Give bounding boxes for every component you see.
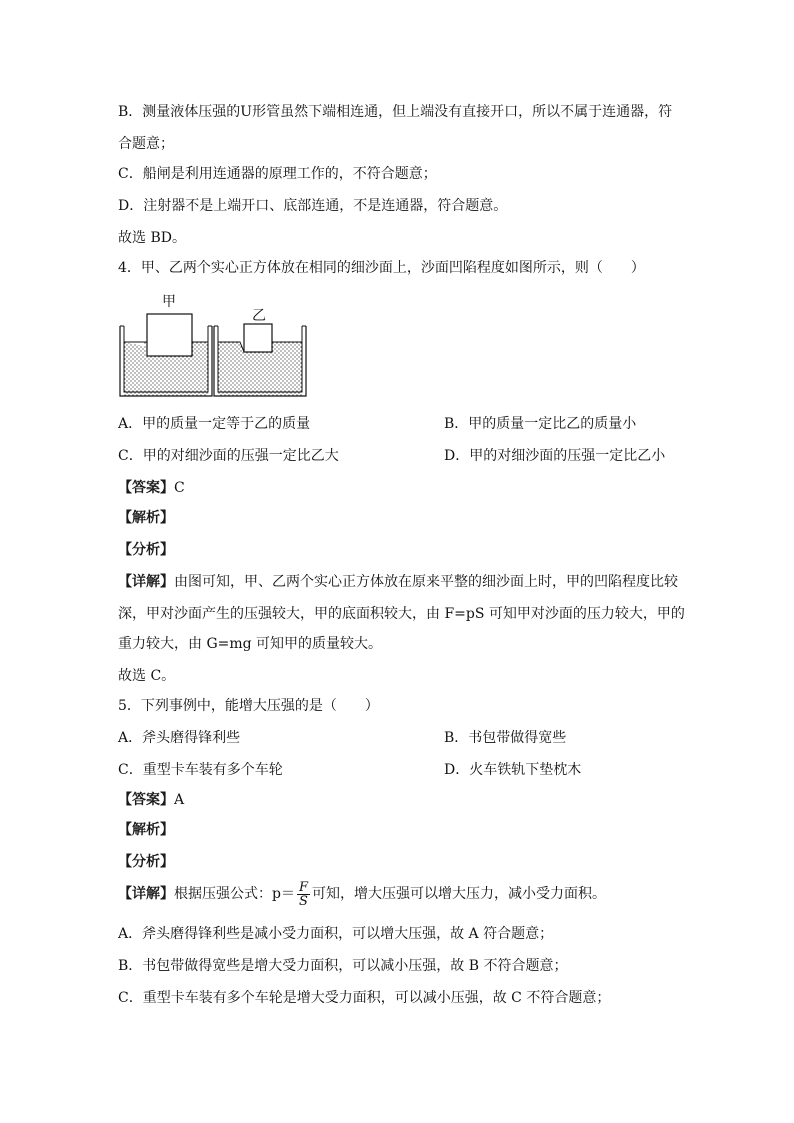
q5-answer [118,790,184,810]
q4-option-d: D．甲的对细沙面的压强一定比乙小 [444,448,666,464]
figure-label-a: 甲 [162,294,176,310]
q4-option-b: B．甲的质量一定比乙的质量小 [444,416,637,432]
q5-analysis-tag: 【解析】 [118,822,174,838]
q5-explanation-b: B．书包带做得宽些是增大受力面积，可以减小压强，故 B 不符合题意； [118,958,568,974]
q4-fenxi-tag: 【分析】 [118,542,174,558]
formula-denominator: S [299,893,308,909]
q4-conclusion: 故选 C。 [118,668,176,684]
q3-conclusion: 故选 BD。 [118,230,186,246]
q4-detail-line1 [118,572,678,592]
q3-option-c: C．船闸是利用连通器的原理工作的，不符合题意； [118,166,437,182]
q4-figure [118,296,318,402]
answer-tag: 【答案】 [118,792,174,808]
q3-option-d: D．注射器不是上端开口、底部连通，不是连通器，符合题意。 [118,198,508,214]
q5-explanation-c: C．重型卡车装有多个车轮是增大受力面积，可以减小压强，故 C 不符合题意； [118,990,611,1006]
formula-numerator: F [298,879,308,895]
q5-option-c: C．重型卡车装有多个车轮 [118,762,283,778]
q5-option-a: A．斧头磨得锋利些 [118,730,241,746]
figure-label-b: 乙 [252,308,266,324]
q5-fenxi-tag: 【分析】 [118,854,174,870]
q4-stem: 4．甲、乙两个实心正方体放在相同的细沙面上，沙面凹陷程度如图所示，则（ ） [118,260,645,276]
q4-detail-line2: 深，甲对沙面产生的压强较大，甲的底面积较大，由 F=pS 可知甲对沙面的压力较大，甲的 [118,606,685,622]
q5-stem: 5．下列事例中，能增大压强的是（ ） [118,698,379,714]
detail-tag: 【详解】 [118,574,174,590]
q4-detail-line3: 重力较大，由 G=mg 可知甲的质量较大。 [118,636,383,652]
detail-text: 由图可知，甲、乙两个实心正方体放在原来平整的细沙面上时，甲的凹陷程度比较 [174,574,678,590]
q5-option-d: D．火车铁轨下垫枕木 [444,762,582,778]
pressure-formula [297,881,310,908]
q5-option-b: B．书包带做得宽些 [444,730,567,746]
q3-option-b-line1: B．测量液体压强的U形管虽然下端相连通，但上端没有直接开口，所以不属于连通器，符 [118,104,673,120]
q4-answer [118,478,185,498]
sand-containers-diagram [118,296,318,398]
answer-value: C [174,480,185,496]
q4-option-a: A．甲的质量一定等于乙的质量 [118,416,311,432]
q4-analysis-tag: 【解析】 [118,510,174,526]
q4-option-c: C．甲的对细沙面的压强一定比乙大 [118,448,339,464]
q5-detail-formula-line [118,874,606,914]
detail-post: 可知，增大压强可以增大压力，减小受力面积。 [312,886,606,902]
answer-tag: 【答案】 [118,480,174,496]
q3-option-b-line2: 合题意； [118,136,174,152]
container-b [214,324,306,396]
answer-value: A [174,792,185,808]
q5-explanation-a: A．斧头磨得锋利些是减小受力面积，可以增大压强，故 A 符合题意； [118,926,554,942]
container-a [120,314,212,396]
detail-tag: 【详解】 [118,886,174,902]
detail-pre: 根据压强公式：p＝ [174,886,295,902]
